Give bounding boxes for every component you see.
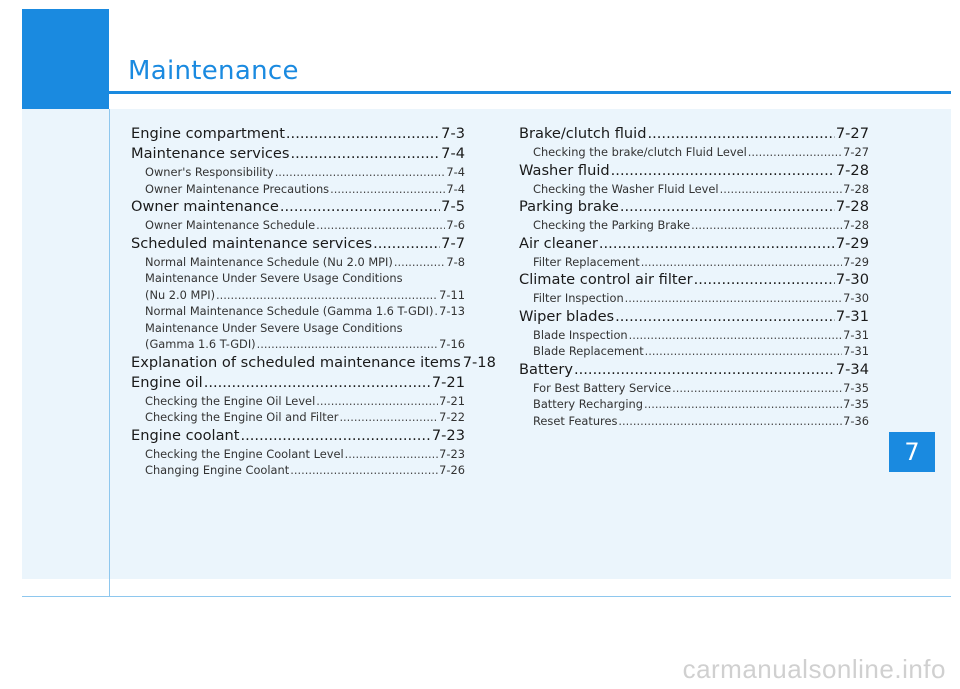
toc-page-number: 7-28 <box>835 161 869 179</box>
toc-entry-title: Battery <box>519 360 574 378</box>
toc-page-number: 7-4 <box>446 181 465 196</box>
dot-leader <box>691 217 842 234</box>
toc-page-number: 7-29 <box>843 254 869 269</box>
dot-leader <box>216 287 438 304</box>
toc-entry-title: Checking the Engine Coolant Level <box>145 446 344 461</box>
toc-entry-title: Filter Inspection <box>533 291 624 305</box>
dot-leader <box>257 336 439 353</box>
toc-entry-title: Checking the Engine Oil and Filter <box>145 410 339 424</box>
page-title: Maintenance <box>128 56 299 86</box>
dot-leader <box>641 254 842 271</box>
toc-page-number: 7-4 <box>446 165 465 179</box>
dot-leader <box>316 393 438 410</box>
toc-entry-title: For Best Battery Service <box>533 380 672 395</box>
dot-leader <box>620 197 835 217</box>
dot-leader <box>629 327 842 344</box>
toc-right-column <box>519 124 869 429</box>
dot-leader <box>291 144 441 164</box>
toc-page-number: 7-13 <box>439 304 465 318</box>
toc-page-number: 7-34 <box>835 360 869 378</box>
toc-entry[interactable] <box>131 144 465 164</box>
toc-entry-title: (Nu 2.0 MPI) <box>145 287 216 302</box>
toc-page-number: 7-5 <box>441 198 465 215</box>
toc-page-number: 7-35 <box>843 397 869 411</box>
toc-page-number: 7-16 <box>439 337 465 351</box>
toc-subentry[interactable] <box>131 409 465 426</box>
toc-entry[interactable] <box>519 360 869 380</box>
toc-subentry[interactable] <box>519 327 869 344</box>
toc-entry-title: Owner maintenance <box>131 198 279 215</box>
toc-entry[interactable] <box>519 307 869 327</box>
toc-entry[interactable] <box>519 234 869 254</box>
toc-subentry[interactable] <box>131 164 465 181</box>
dot-leader <box>720 181 843 198</box>
toc-page-number: 7-28 <box>843 181 869 196</box>
toc-page-number: 7-29 <box>835 234 869 252</box>
toc-page-number: 7-7 <box>441 234 465 252</box>
toc-entry-title: Battery Recharging <box>533 397 643 411</box>
toc-entry-title: Wiper blades <box>519 307 615 325</box>
toc-entry-title: Engine coolant <box>131 426 240 444</box>
toc-entry[interactable] <box>131 234 465 254</box>
toc-page-number: 7-28 <box>835 198 869 215</box>
toc-subentry[interactable] <box>519 290 869 307</box>
toc-subentry-continued: Maintenance Under Severe Usage Conditions <box>145 271 403 285</box>
toc-entry-title: Scheduled maintenance services <box>131 234 373 252</box>
toc-page-number: 7-36 <box>843 413 869 428</box>
toc-page-number: 7-26 <box>439 463 465 477</box>
toc-entry[interactable] <box>131 353 496 373</box>
toc-subentry[interactable] <box>519 343 869 360</box>
toc-page-number: 7-23 <box>439 446 465 461</box>
dot-leader <box>345 446 438 463</box>
toc-page-number: 7-11 <box>439 287 465 302</box>
dot-leader <box>618 413 842 430</box>
toc-page-number: 7-31 <box>835 307 869 325</box>
toc-page-number: 7-30 <box>835 271 869 288</box>
toc-subentry[interactable] <box>131 462 465 479</box>
toc-subentry[interactable] <box>131 336 465 353</box>
toc-subentry[interactable] <box>519 144 869 161</box>
toc-entry[interactable] <box>131 197 465 217</box>
toc-entry-title: Maintenance services <box>131 145 290 162</box>
chapter-color-block <box>22 9 109 109</box>
toc-page-number: 7-3 <box>441 125 465 142</box>
toc-page-number: 7-31 <box>843 327 869 342</box>
toc-page-number: 7-21 <box>431 373 465 391</box>
dot-leader <box>275 164 446 181</box>
toc-entry-title: Filter Replacement <box>533 254 640 269</box>
dot-leader <box>574 360 835 380</box>
dot-leader <box>694 270 835 290</box>
dot-leader <box>373 234 440 254</box>
toc-entry-title: Checking the Washer Fluid Level <box>533 181 719 196</box>
toc-page-number: 7-6 <box>446 218 465 232</box>
title-divider <box>109 91 951 94</box>
toc-entry-title: Checking the Parking Brake <box>533 218 691 232</box>
toc-page-number: 7-18 <box>462 353 496 371</box>
toc-entry-title: Owner Maintenance Schedule <box>145 218 316 232</box>
dot-leader <box>241 426 431 446</box>
toc-entry-title: Blade Inspection <box>533 327 628 342</box>
toc-subentry[interactable] <box>519 181 869 198</box>
toc-subentry[interactable] <box>131 181 465 198</box>
toc-entry-title: Climate control air filter <box>519 271 693 288</box>
dot-leader <box>434 303 438 320</box>
toc-page-number: 7-35 <box>843 380 869 395</box>
toc-entry[interactable] <box>519 161 869 181</box>
toc-entry-title: Owner Maintenance Precautions <box>145 181 330 196</box>
dot-leader <box>645 343 842 360</box>
bottom-line <box>22 596 951 597</box>
toc-page-number: 7-22 <box>439 410 465 424</box>
toc-entry-title: Engine oil <box>131 373 203 391</box>
toc-entry[interactable] <box>131 426 465 446</box>
dot-leader <box>648 124 835 144</box>
toc-subentry[interactable] <box>131 217 465 234</box>
toc-subentry[interactable] <box>131 393 465 410</box>
toc-page-number: 7-27 <box>835 125 869 142</box>
toc-page-number: 7-23 <box>431 426 465 444</box>
dot-leader <box>280 197 440 217</box>
toc-entry-title: Air cleaner <box>519 234 598 252</box>
toc-entry-title: Washer fluid <box>519 161 610 179</box>
toc-subentry[interactable] <box>519 254 869 271</box>
toc-page-number: 7-21 <box>439 393 465 408</box>
toc-entry-title: Normal Maintenance Schedule (Nu 2.0 MPI) <box>145 254 393 269</box>
dot-leader <box>330 181 445 198</box>
toc-entry-title: Parking brake <box>519 198 619 215</box>
dot-leader <box>672 380 842 397</box>
toc-entry[interactable] <box>131 373 465 393</box>
dot-leader <box>290 462 438 479</box>
toc-entry-title: Normal Maintenance Schedule (Gamma 1.6 T-GDI) <box>145 304 434 318</box>
toc-page-number: 7-30 <box>843 291 869 305</box>
toc-entry-title: Checking the Engine Oil Level <box>145 393 316 408</box>
toc-subentry[interactable] <box>131 254 465 271</box>
toc-entry-title: Blade Replacement <box>533 344 644 358</box>
toc-entry[interactable] <box>519 270 869 290</box>
toc-subentry-continued: Maintenance Under Severe Usage Conditions <box>145 320 403 335</box>
toc-entry-title: Brake/clutch fluid <box>519 125 647 142</box>
toc-entry-title: Owner's Responsibility <box>145 165 274 179</box>
toc-subentry[interactable] <box>131 287 465 304</box>
toc-subentry[interactable] <box>519 396 869 413</box>
toc-page-number: 7-28 <box>843 218 869 232</box>
dot-leader <box>599 234 835 254</box>
toc-entry-title: (Gamma 1.6 T-GDI) <box>145 337 256 351</box>
margin-line <box>109 109 110 597</box>
toc-page-number: 7-8 <box>446 254 465 269</box>
dot-leader <box>644 396 842 413</box>
dot-leader <box>339 409 438 426</box>
toc-entry-title: Checking the brake/clutch Fluid Level <box>533 145 747 159</box>
toc-subentry[interactable] <box>519 413 869 430</box>
dot-leader <box>615 307 835 327</box>
dot-leader <box>625 290 842 307</box>
toc-entry[interactable] <box>131 124 465 144</box>
toc-subentry[interactable] <box>519 217 869 234</box>
toc-entry[interactable] <box>519 124 869 144</box>
toc-subentry[interactable] <box>131 446 465 463</box>
toc-subentry[interactable] <box>131 303 465 320</box>
toc-page-number: 7-31 <box>843 344 869 358</box>
toc-page-number: 7-27 <box>843 145 869 159</box>
chapter-tab[interactable]: 7 <box>889 432 935 472</box>
toc-entry[interactable] <box>519 197 869 217</box>
toc-entry-title: Changing Engine Coolant <box>145 463 290 477</box>
toc-subentry[interactable] <box>519 380 869 397</box>
toc-entry-title: Engine compartment <box>131 125 285 142</box>
toc-entry-title: Explanation of scheduled maintenance items <box>131 353 461 371</box>
dot-leader <box>316 217 445 234</box>
toc-page-number: 7-4 <box>441 145 465 162</box>
dot-leader <box>204 373 431 393</box>
dot-leader <box>286 124 440 144</box>
toc-entry-title: Reset Features <box>533 413 618 428</box>
dot-leader <box>748 144 842 161</box>
dot-leader <box>611 161 835 181</box>
watermark: carmanualsonline.info <box>682 654 946 684</box>
toc-left-column <box>131 124 496 479</box>
dot-leader <box>394 254 446 271</box>
